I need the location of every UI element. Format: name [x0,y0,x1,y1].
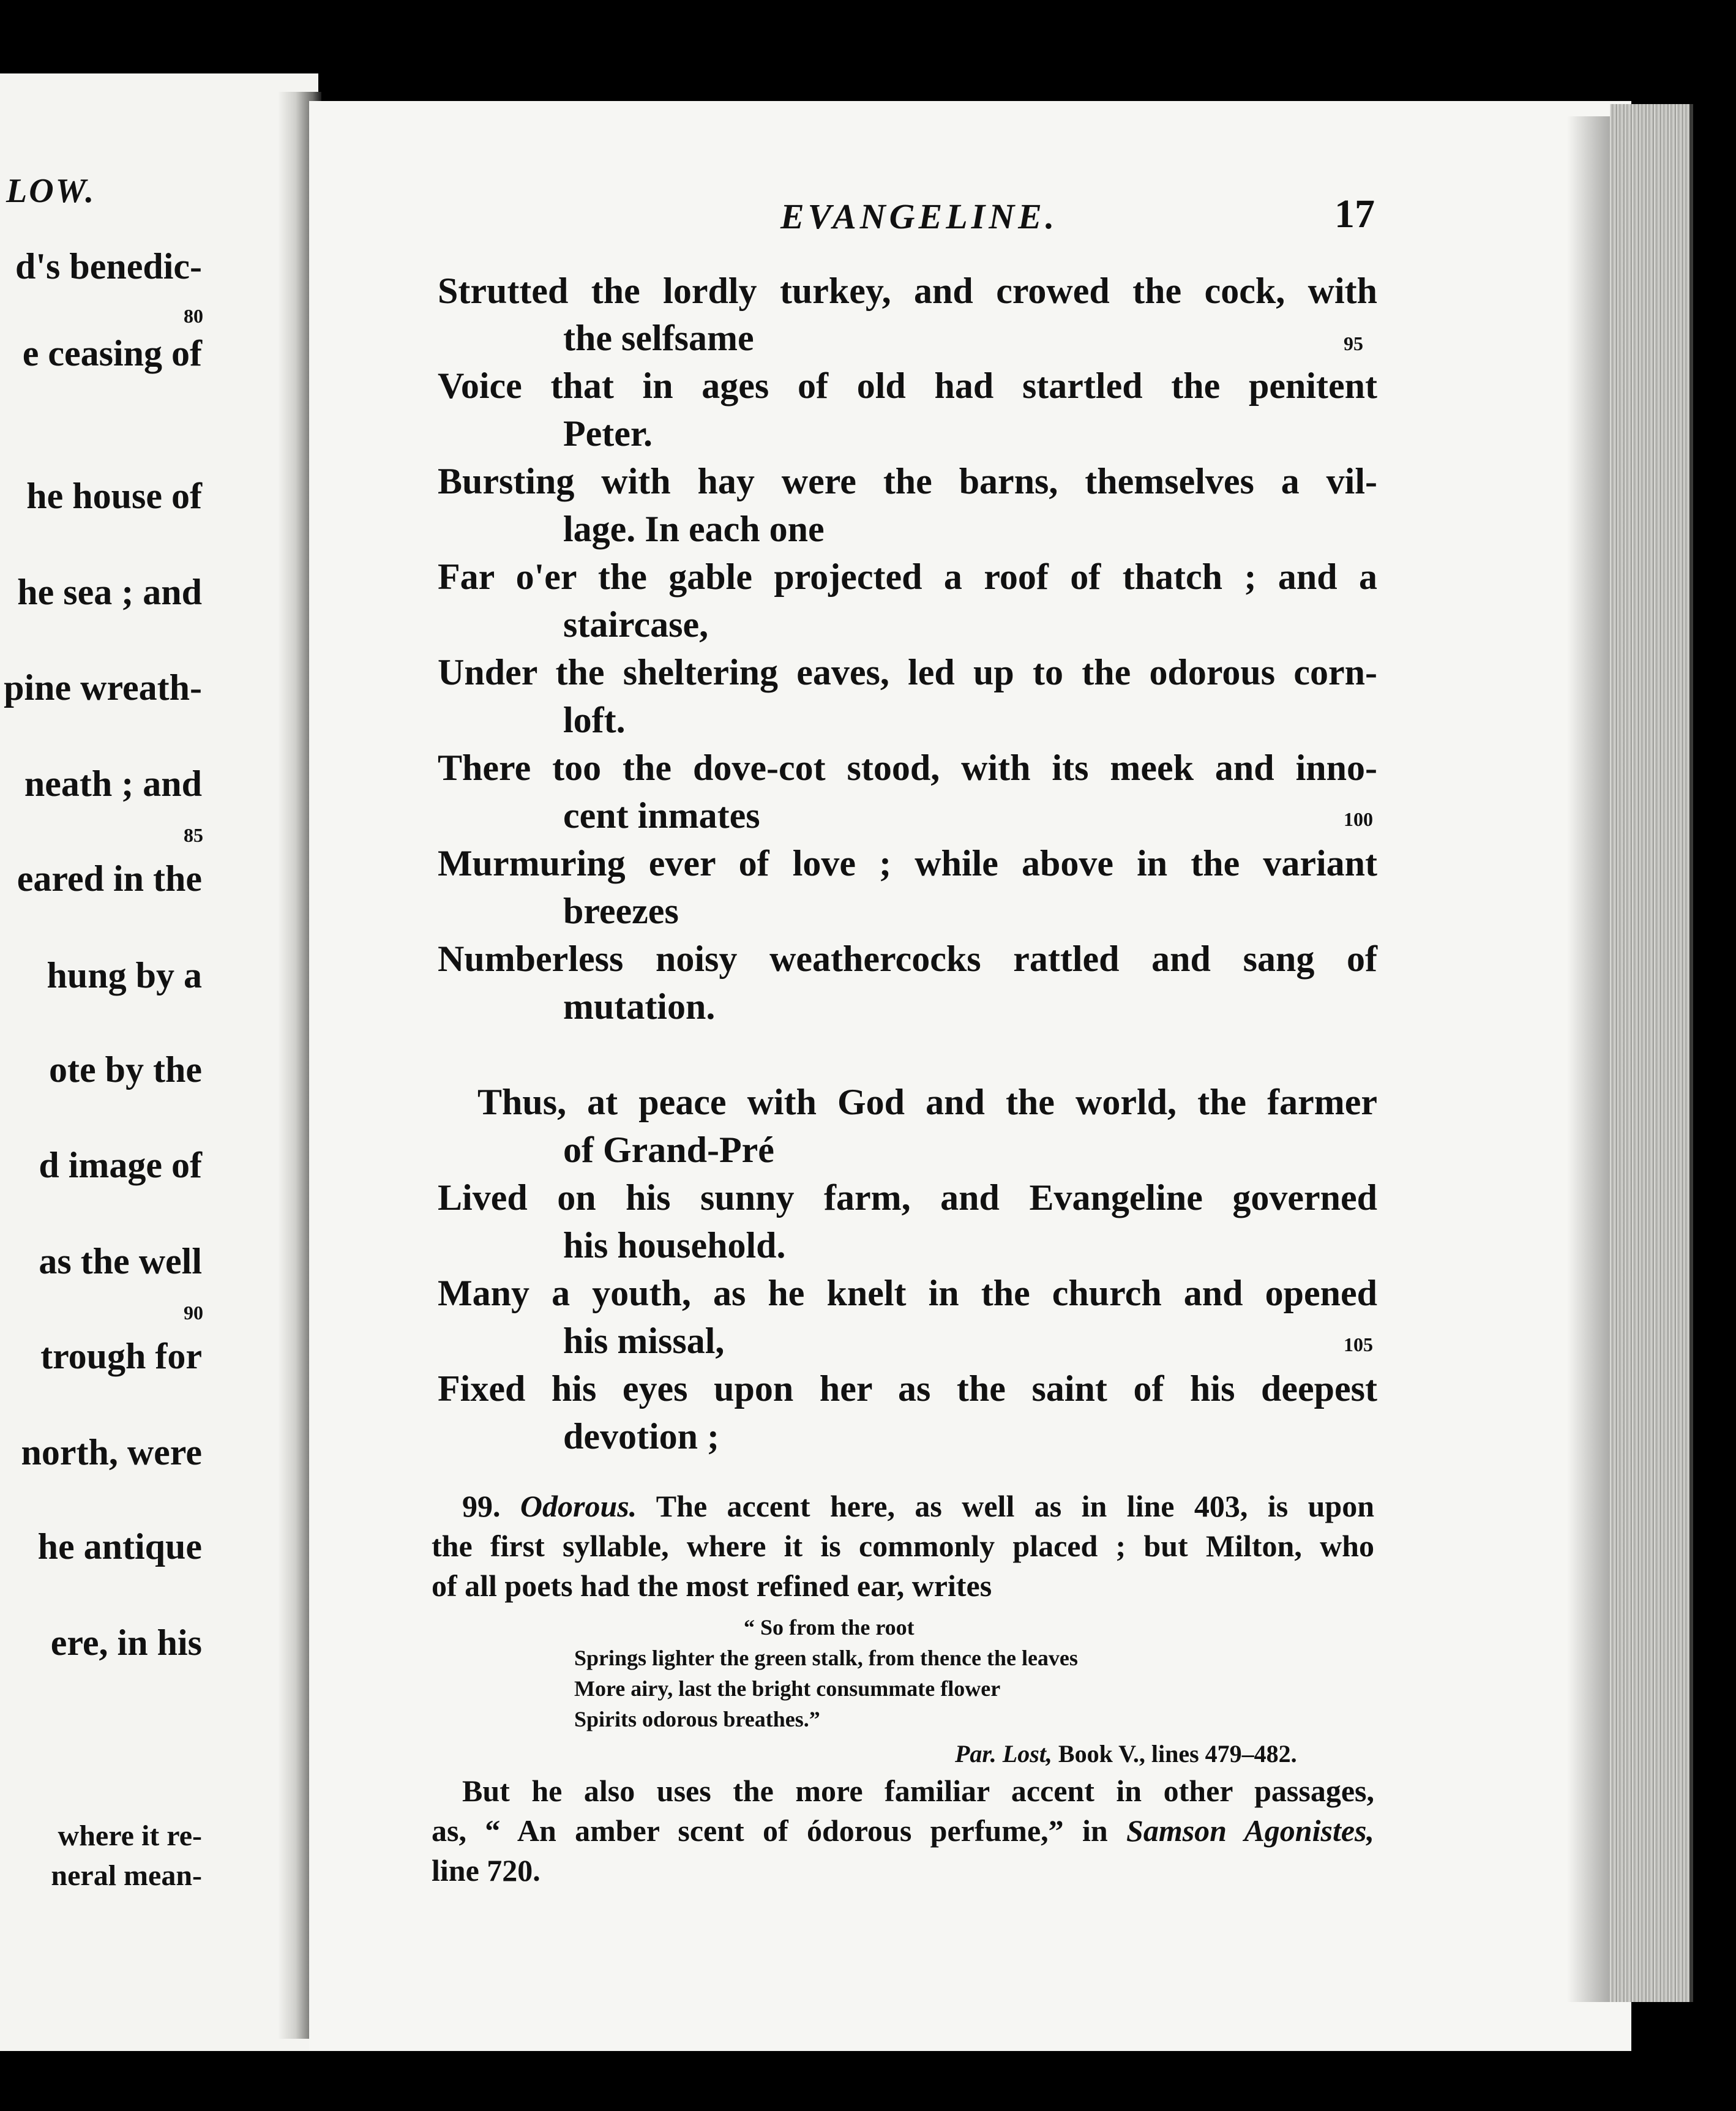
left-text-line: he sea ; and [17,572,202,612]
verse-continuation: breezes [563,891,679,931]
verse-continuation: his household. [563,1225,786,1265]
citation-title: Par. Lost, [955,1740,1052,1768]
left-text-line: he antique [37,1526,202,1567]
footnote-number: 99. [462,1489,501,1523]
footnote-citation [955,1742,1297,1766]
citation-detail: Book V., lines 479–482. [1058,1740,1297,1768]
verse-continuation: of Grand-Pré [563,1130,774,1170]
verse-continuation: his missal, [563,1321,725,1361]
verse-line: Strutted the lordly turkey, and crowed the cock, with [438,271,1377,311]
footnote-line [462,1491,1374,1521]
verse-line: Numberless noisy weathercocks rattled and sang of [438,939,1377,979]
footnote-line: of all poets had the most refined ear, writes [432,1569,992,1603]
left-text-line: ote by the [49,1049,202,1090]
verse-line: Under the sheltering eaves, led up to the odorous corn- [438,652,1377,692]
verse-continuation: mutation. [563,986,716,1027]
left-running-head: LOW. [6,172,96,210]
verse-line: Bursting with hay were the barns, themselves a vil- [438,461,1377,501]
page-edge-shadow [1567,116,1616,2002]
left-text-line: d image of [39,1145,202,1185]
left-line-number: 85 [184,824,203,846]
verse-continuation: cent inmates [563,795,760,836]
footnote-line [432,1815,1374,1846]
verse-line: Far o'er the gable projected a roof of thatch ; and a [438,557,1377,597]
footnote-line: line 720. [432,1853,541,1888]
left-text-line: he house of [26,476,202,516]
verse-line: Fixed his eyes upon her as the saint of his deepest [438,1368,1377,1409]
footnote-quote-line: Springs lighter the green stalk, from thence the leaves [574,1646,1078,1670]
footnote-text: The accent here, as well as in line 403, is upon [656,1489,1375,1523]
left-text-line: eared in the [17,858,202,899]
verse-line-indented: Thus, at peace with God and the world, the farmer [477,1082,1377,1122]
footnote-line: But he also uses the more familiar accent in other passages, [462,1774,1374,1808]
footnote-quote-line: “ So from the root [744,1615,915,1640]
left-text-line: d's benedic- [15,246,202,287]
line-number: 105 [1344,1333,1373,1355]
verse-line: Many a youth, as he knelt in the church and opened [438,1273,1377,1313]
footnote-quote-line: Spirits odorous breathes.” [574,1707,820,1731]
footnote-line: the first syllable, where it is commonly placed ; but Milton, who [432,1529,1374,1563]
footnote-quote-line: More airy, last the bright consummate flower [574,1676,1001,1701]
verse-continuation: devotion ; [563,1416,719,1457]
verse-line: Lived on his sunny farm, and Evangeline governed [438,1177,1377,1218]
verse-line: Voice that in ages of old had startled the penitent [438,366,1377,406]
left-text-line: neath ; and [24,763,202,804]
left-text-line: north, were [21,1432,202,1472]
left-line-number: 80 [184,305,203,327]
book-fore-edge [1610,104,1693,2002]
left-text-line: pine wreath- [4,667,202,708]
footnote-work-title: Samson Agonistes, [1126,1813,1375,1848]
left-text-line: trough for [40,1336,202,1376]
verse-continuation: the selfsame [563,318,754,358]
left-text-line: as the well [39,1241,202,1281]
footnote-keyword: Odorous. [520,1489,637,1523]
line-number: 95 [1344,332,1363,354]
left-text-line: ere, in his [50,1622,202,1663]
left-line-number: 90 [184,1302,203,1324]
left-note-line: where it re- [58,1820,202,1852]
verse-line: There too the dove-cot stood, with its meek and inno- [438,748,1377,788]
left-page [0,73,318,2051]
left-text-line: e ceasing of [22,333,202,373]
verse-continuation: lage. In each one [563,509,825,549]
running-head: EVANGELINE. [780,197,1058,236]
verse-continuation: staircase, [563,604,709,645]
verse-continuation: Peter. [563,413,653,454]
left-text-line: hung by a [47,955,202,996]
page-number: 17 [1334,192,1375,236]
footnote-text: as, “ An amber scent of ódorous perfume,” in [432,1813,1108,1848]
line-number: 100 [1344,808,1373,830]
verse-continuation: loft. [563,700,626,740]
left-note-line: neral mean- [51,1859,202,1892]
verse-line: Murmuring ever of love ; while above in the variant [438,843,1377,883]
